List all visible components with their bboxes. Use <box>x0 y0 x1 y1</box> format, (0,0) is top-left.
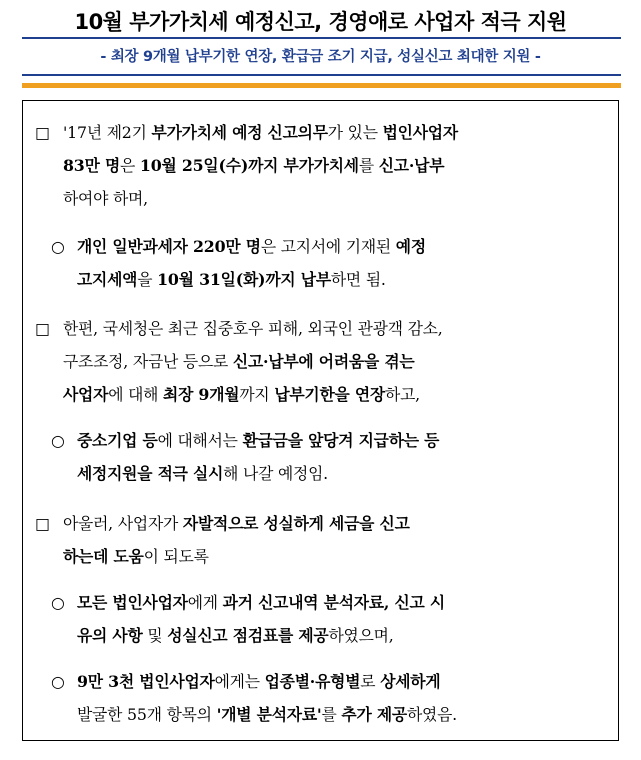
page-title: 10월 부가가치세 예정신고, 경영애로 사업자 적극 지원 <box>74 10 567 34</box>
paragraph-3-line-1: □ 아울러, 사업자가 자발적으로 성실하게 세금을 신고 <box>35 514 410 533</box>
sub-item-1-line-1: ○ 개인 일반과세자 220만 명은 고지서에 기재된 예정 <box>51 237 426 256</box>
circle-bullet: ○ <box>51 593 65 612</box>
sub-item-2-line-2: 세정지원을 적극 실시해 나갈 예정임. <box>77 464 328 483</box>
sub-item-3-line-2: 유의 사항 및 성실신고 점검표를 제공하였으며, <box>77 626 394 645</box>
paragraph-2-line-3: 사업자에 대해 최장 9개월까지 납부기한을 연장하고, <box>63 385 420 404</box>
subtitle-divider <box>22 74 621 76</box>
sub-item-4-line-2: 발굴한 55개 항목의 '개별 분석자료'를 추가 제공하였음. <box>77 705 457 724</box>
title-divider-top <box>22 37 621 39</box>
paragraph-3-line-2: 하는데 도움이 되도록 <box>63 547 209 566</box>
paragraph-1-line-2: 83만 명은 10월 25일(수)까지 부가가치세를 신고·납부 <box>63 156 445 175</box>
orange-divider <box>22 83 621 88</box>
circle-bullet: ○ <box>51 431 65 450</box>
sub-item-1-line-2: 고지세액을 10월 31일(화)까지 납부하면 됨. <box>77 270 386 289</box>
content-box <box>22 100 619 741</box>
sub-item-3-line-1: ○ 모든 법인사업자에게 과거 신고내역 분석자료, 신고 시 <box>51 593 445 612</box>
square-bullet: □ <box>35 123 50 142</box>
circle-bullet: ○ <box>51 672 65 691</box>
sub-item-2-line-1: ○ 중소기업 등에 대해서는 환급금을 앞당겨 지급하는 등 <box>51 431 440 450</box>
paragraph-1-line-1: □ '17년 제2기 부가가치세 예정 신고의무가 있는 법인사업자 <box>35 123 458 142</box>
square-bullet: □ <box>35 514 50 533</box>
paragraph-2-line-1: □ 한편, 국세청은 최근 집중호우 피해, 외국인 관광객 감소, <box>35 319 443 338</box>
sub-item-4-line-1: ○ 9만 3천 법인사업자에게는 업종별·유형별로 상세하게 <box>51 672 441 691</box>
paragraph-1-line-3: 하여야 하며, <box>63 189 148 208</box>
square-bullet: □ <box>35 319 50 338</box>
paragraph-2-line-2: 구조조정, 자금난 등으로 신고·납부에 어려움을 겪는 <box>63 352 415 371</box>
circle-bullet: ○ <box>51 237 65 256</box>
page-subtitle: - 최장 9개월 납부기한 연장, 환급금 조기 지급, 성실신고 최대한 지원 - <box>100 49 541 65</box>
